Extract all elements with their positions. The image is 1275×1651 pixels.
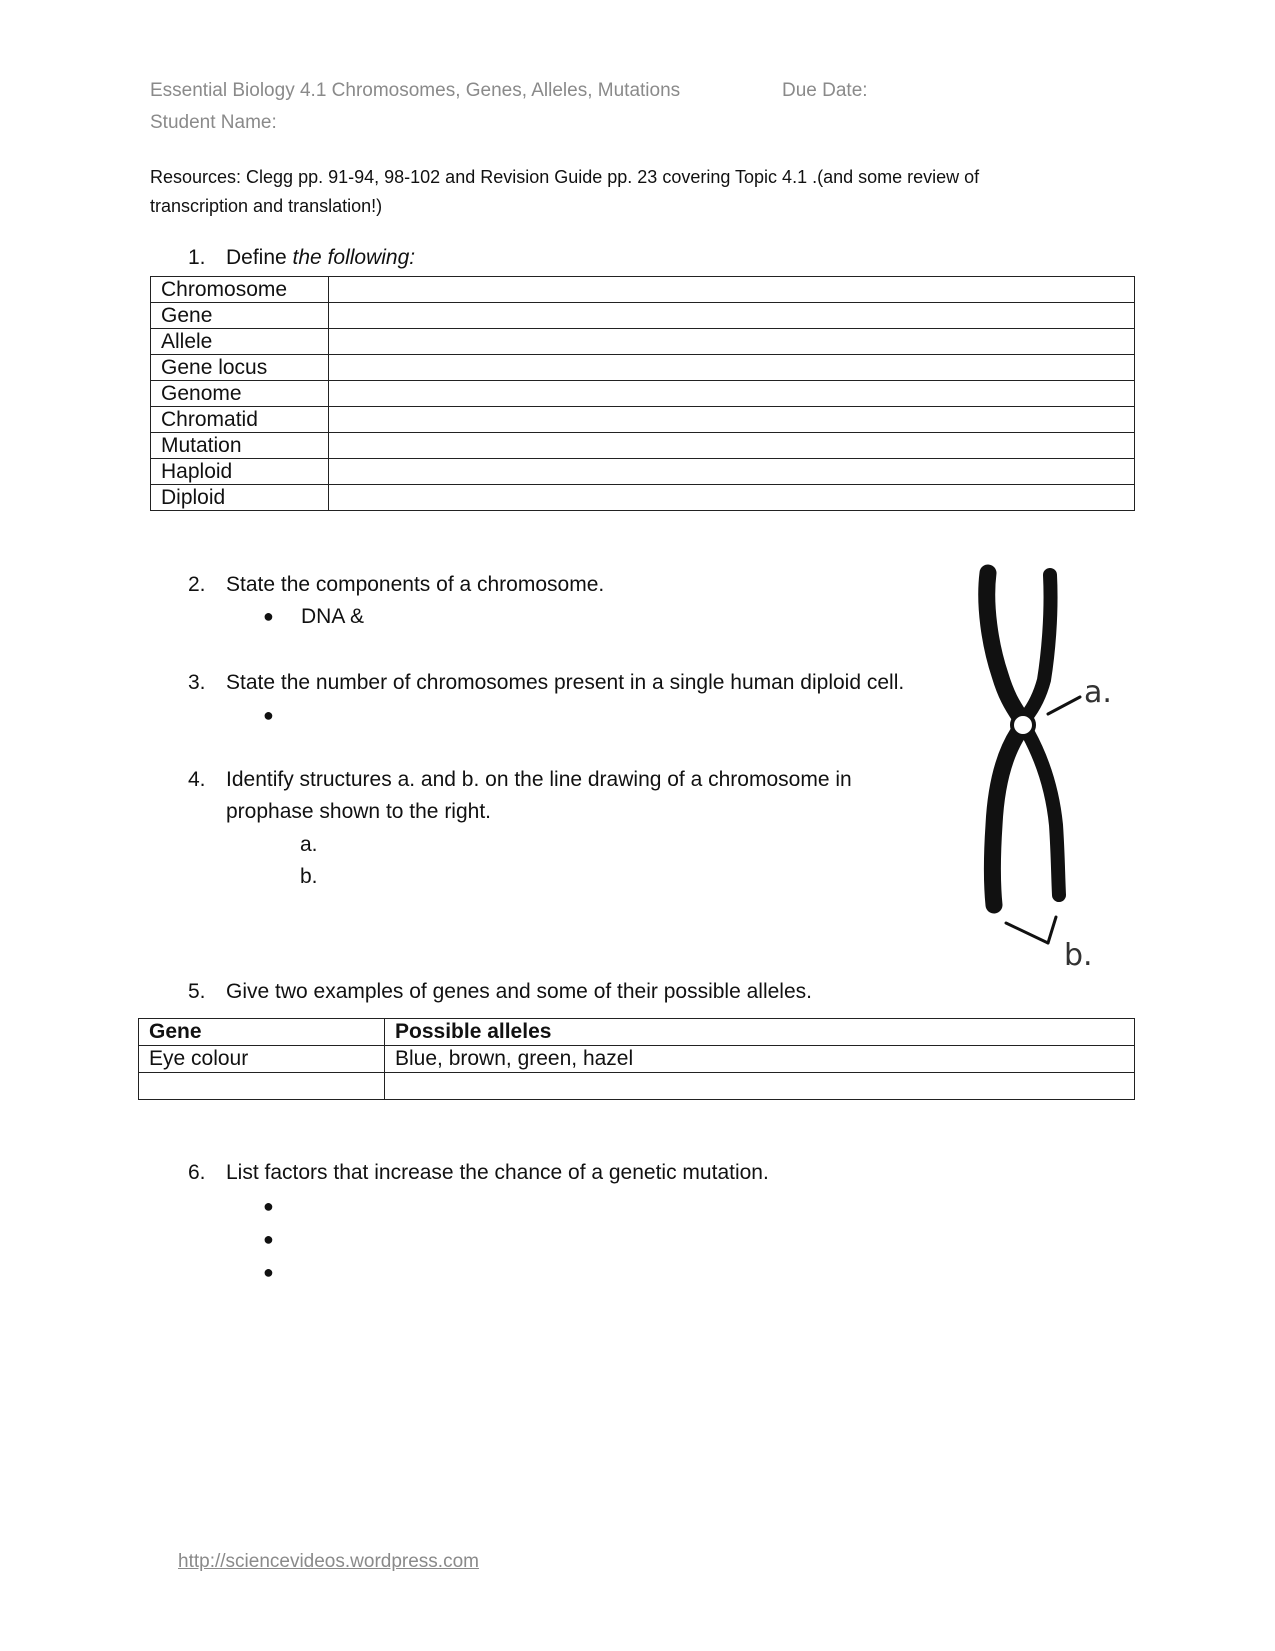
q4-answer-b: b. <box>300 865 318 888</box>
table-row <box>139 1046 1135 1073</box>
gene-cell-empty[interactable] <box>139 1073 385 1100</box>
definition-cell[interactable] <box>329 407 1135 433</box>
definition-cell[interactable] <box>329 277 1135 303</box>
pointer-line-b-2 <box>1048 917 1056 943</box>
resources-line-2: transcription and translation!) <box>150 196 383 216</box>
q4-prompt-line-2: prophase shown to the right. <box>226 800 492 823</box>
alleles-cell-empty[interactable] <box>385 1073 1135 1100</box>
header-possible-alleles: Possible alleles <box>385 1019 1135 1046</box>
student-name-label: Student Name: <box>150 112 277 133</box>
q1-number: 1. <box>188 246 206 269</box>
worksheet-title: Essential Biology 4.1 Chromosomes, Genes, Alleles, Mutations <box>150 80 681 101</box>
term-cell: Gene locus <box>151 355 329 381</box>
chromosome-upper-left-arm <box>987 573 1020 717</box>
q5-prompt: Give two examples of genes and some of their possible alleles. <box>226 980 812 1003</box>
chromosome-upper-right-arm <box>1026 575 1051 717</box>
definition-cell[interactable] <box>329 433 1135 459</box>
definitions-table <box>150 276 1135 511</box>
header-gene: Gene <box>139 1019 385 1046</box>
q2-prompt: State the components of a chromosome. <box>226 573 605 596</box>
definition-cell[interactable] <box>329 329 1135 355</box>
chromosome-lower-right-arm <box>1028 733 1059 895</box>
bullet-icon: ● <box>263 1262 274 1282</box>
q3-prompt: State the number of chromosomes present in a single human diploid cell. <box>226 671 905 694</box>
q3-number: 3. <box>188 671 206 694</box>
centromere-icon <box>1012 714 1034 736</box>
footer-link[interactable]: http://sciencevideos.wordpress.com <box>178 1551 479 1572</box>
term-cell: Chromosome <box>151 277 329 303</box>
chromosome-diagram <box>960 555 1140 975</box>
pointer-line-a <box>1048 697 1080 714</box>
alleles-table <box>138 1018 1135 1100</box>
term-cell: Gene <box>151 303 329 329</box>
bullet-icon: ● <box>263 705 274 725</box>
table-row <box>151 407 1135 433</box>
resources-line-1: Resources: Clegg pp. 91-94, 98-102 and Revision Guide pp. 23 covering Topic 4.1 .(and some review of <box>150 167 980 187</box>
term-cell: Allele <box>151 329 329 355</box>
table-row <box>151 485 1135 511</box>
term-cell: Diploid <box>151 485 329 511</box>
bullet-icon: ● <box>263 1229 274 1249</box>
q2-number: 2. <box>188 573 206 596</box>
term-cell: Chromatid <box>151 407 329 433</box>
table-row <box>151 303 1135 329</box>
definition-cell[interactable] <box>329 485 1135 511</box>
pointer-line-b <box>1006 923 1048 943</box>
table-row <box>139 1073 1135 1100</box>
q6-number: 6. <box>188 1161 206 1184</box>
q1-prompt <box>226 246 415 270</box>
q6-prompt: List factors that increase the chance of a genetic mutation. <box>226 1161 769 1184</box>
table-row <box>151 355 1135 381</box>
gene-cell: Eye colour <box>139 1046 385 1073</box>
definition-cell[interactable] <box>329 303 1135 329</box>
figure-label-b: b. <box>1064 938 1093 973</box>
q2-answer-start: DNA & <box>301 605 365 628</box>
table-row <box>151 277 1135 303</box>
q4-answer-a: a. <box>300 833 318 856</box>
definition-cell[interactable] <box>329 459 1135 485</box>
table-row <box>151 433 1135 459</box>
due-date-label: Due Date: <box>782 80 868 101</box>
q1-prompt-italic: the following: <box>292 246 416 269</box>
q4-prompt-line-1: Identify structures a. and b. on the line drawing of a chromosome in <box>226 768 852 791</box>
figure-label-a: a. <box>1084 675 1112 710</box>
resources-text <box>150 163 1150 221</box>
definition-cell[interactable] <box>329 355 1135 381</box>
definition-cell[interactable] <box>329 381 1135 407</box>
chromosome-lower-left-arm <box>993 733 1019 905</box>
q5-number: 5. <box>188 980 206 1003</box>
alleles-cell: Blue, brown, green, hazel <box>385 1046 1135 1073</box>
table-header-row <box>139 1019 1135 1046</box>
term-cell: Genome <box>151 381 329 407</box>
bullet-icon: ● <box>263 1196 274 1216</box>
table-row <box>151 381 1135 407</box>
q1-prompt-plain: Define <box>226 246 293 269</box>
term-cell: Haploid <box>151 459 329 485</box>
table-row <box>151 329 1135 355</box>
table-row <box>151 459 1135 485</box>
q4-number: 4. <box>188 768 206 791</box>
term-cell: Mutation <box>151 433 329 459</box>
bullet-icon: ● <box>263 606 274 626</box>
